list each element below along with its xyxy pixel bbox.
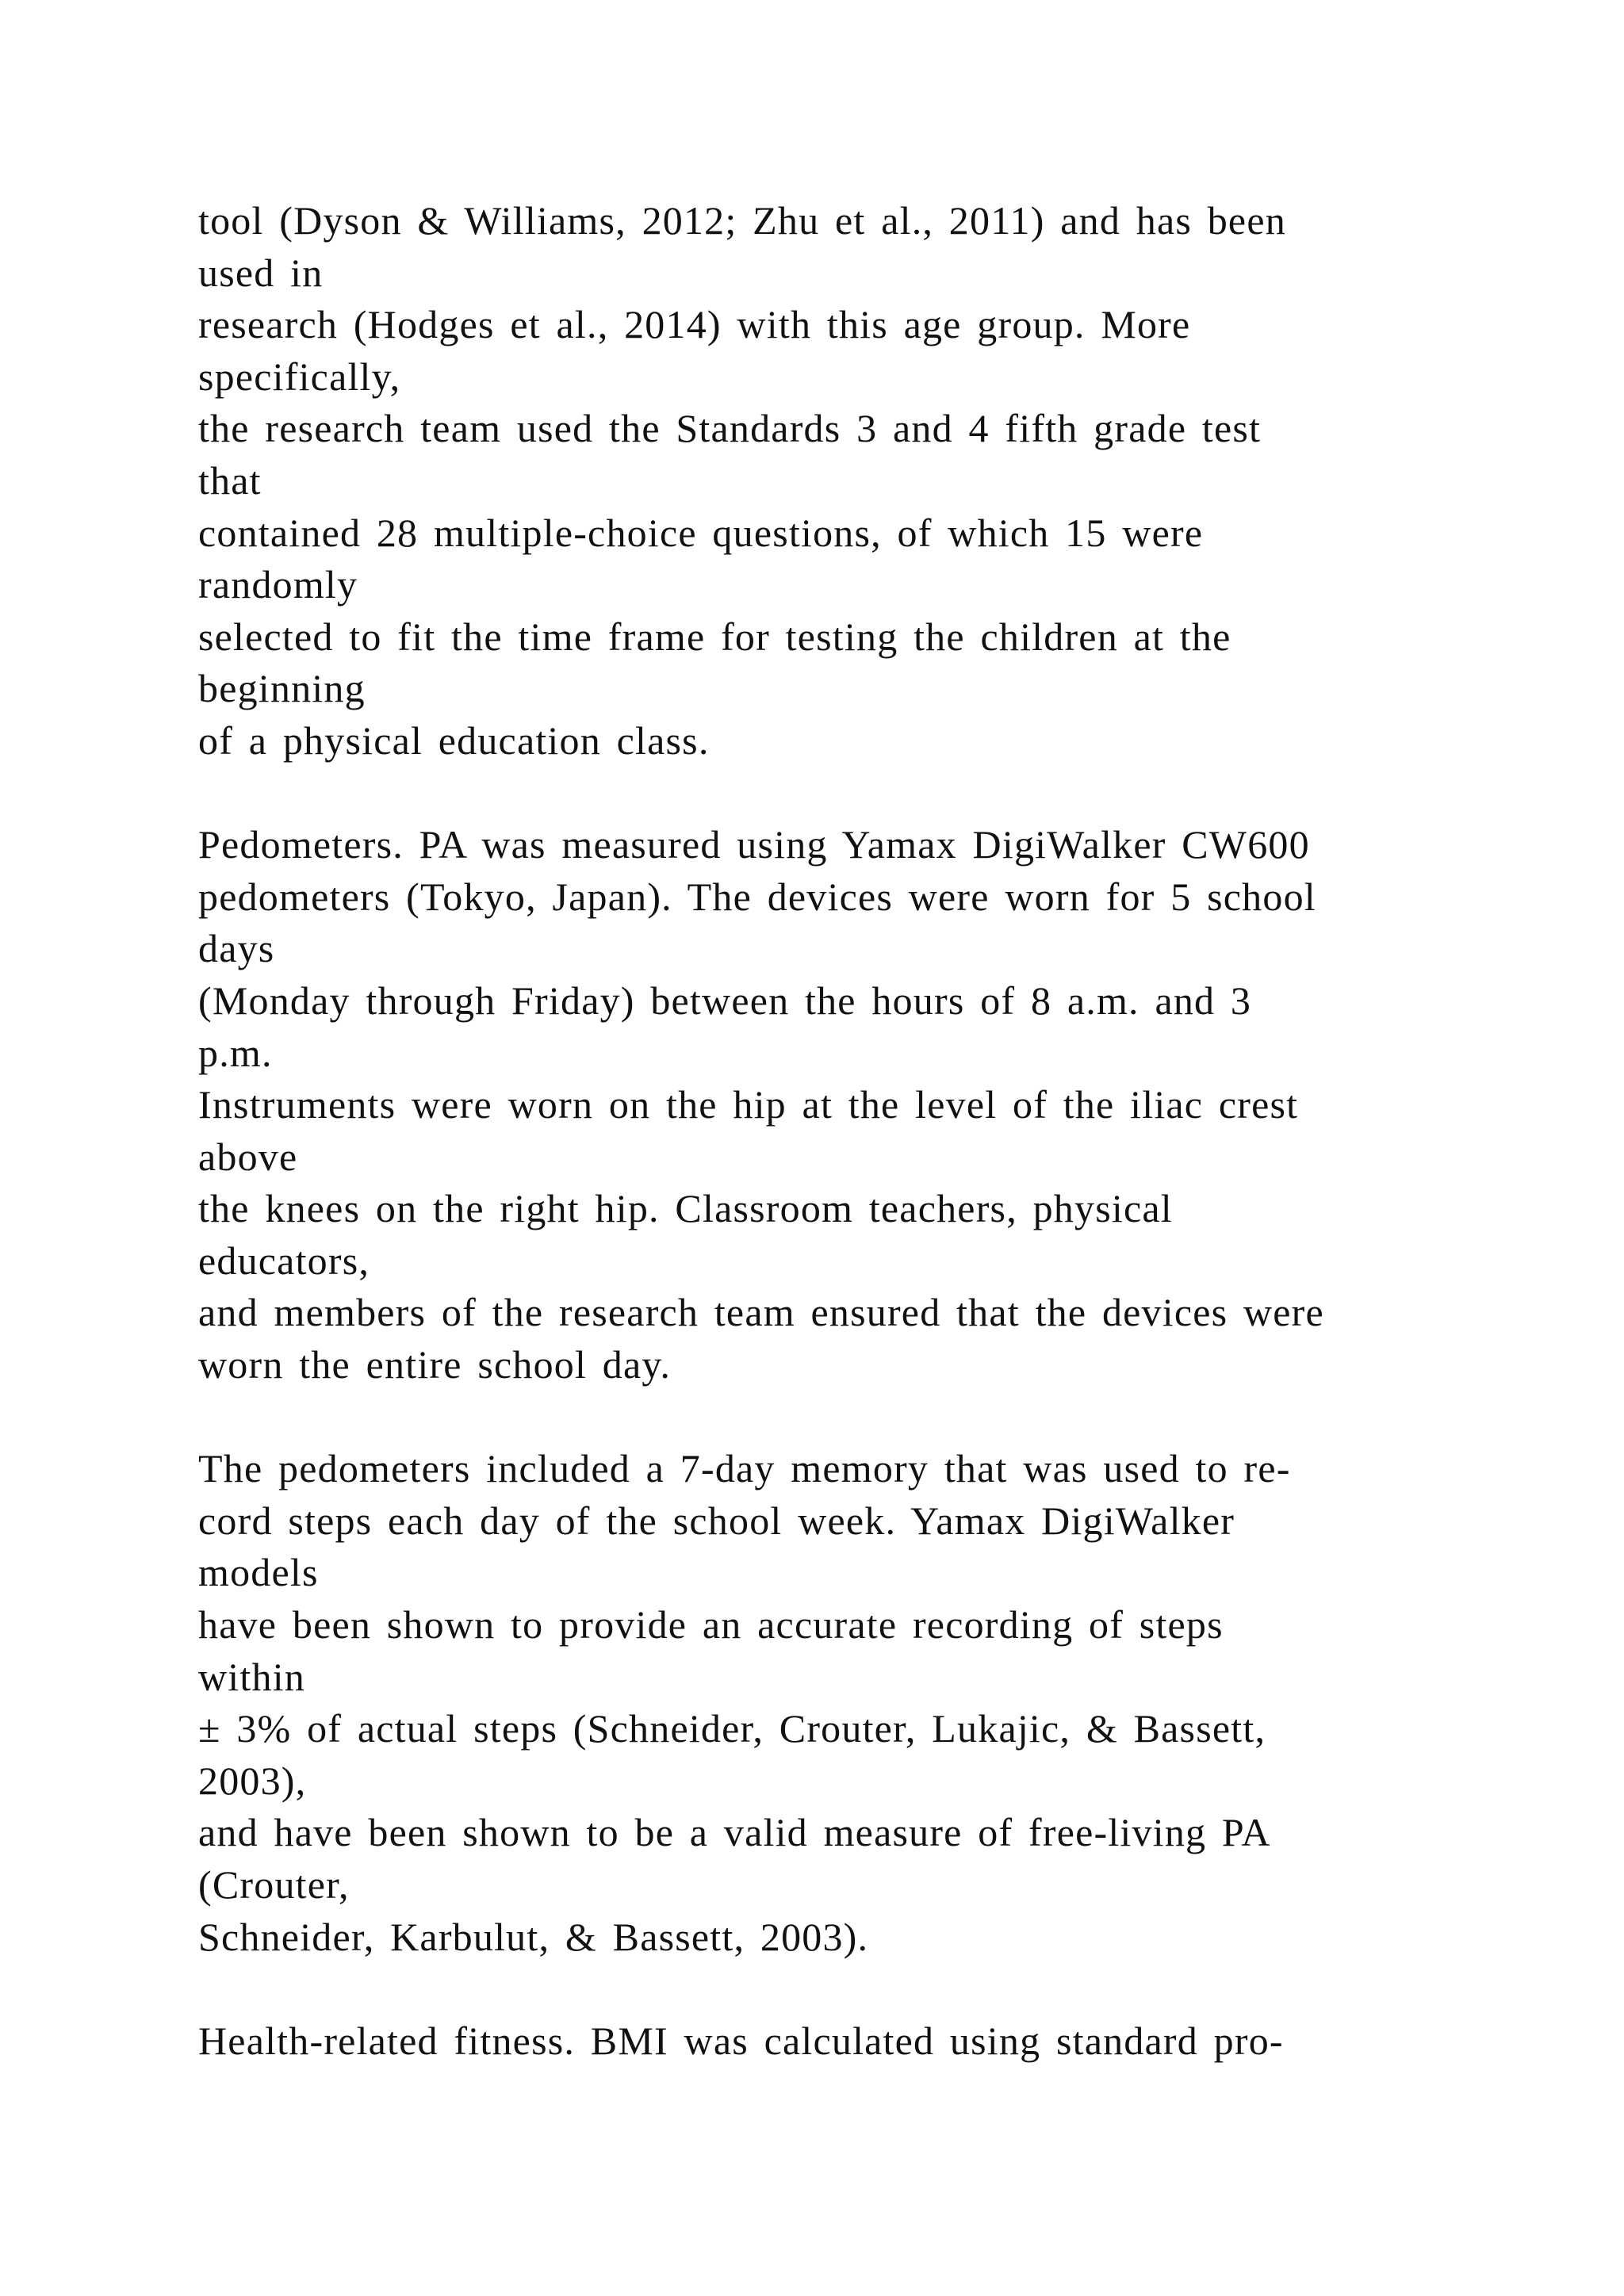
text-line: p.m. [198,1030,273,1075]
text-line: used in [198,250,324,295]
text-line: Schneider, Karbulut, & Bassett, 2003). [198,1914,869,1959]
text-line: cord steps each day of the school week. Yamax DigiWalker [198,1498,1235,1543]
text-line: within [198,1654,305,1699]
paragraph-gap [198,1391,1546,1444]
text-line: and have been shown to be a valid measure of free-living PA [198,1810,1271,1855]
text-line: ± 3% of actual steps (Schneider, Crouter, Lukajic, & Bassett, [198,1706,1266,1751]
text-line: the research team used the Standards 3 and 4 fifth grade test [198,406,1262,451]
text-line: have been shown to provide an accurate recording of steps [198,1602,1224,1647]
text-line: above [198,1134,298,1179]
text-line: specifically, [198,354,401,399]
paragraph-pedometer-memory [198,1443,1546,1963]
text-line: randomly [198,562,358,607]
body-text [198,195,1546,2067]
text-line: that [198,457,262,503]
text-line: educators, [198,1238,370,1283]
text-line: of a physical education class. [198,718,710,763]
paragraph-health-fitness [198,2015,1546,2068]
text-line: tool (Dyson & Williams, 2012; Zhu et al., 2011) and has been [198,198,1286,243]
text-line: days [198,926,275,971]
text-line: Instruments were worn on the hip at the level of the iliac crest [198,1082,1299,1127]
paragraph-pedometers [198,819,1546,1391]
text-line: Pedometers. PA was measured using Yamax DigiWalker CW600 [198,822,1310,867]
text-line: Health-related fitness. BMI was calculated using standard pro- [198,2018,1284,2063]
text-line: worn the entire school day. [198,1342,672,1387]
text-line: beginning [198,666,366,711]
paragraph-gap [198,1963,1546,2015]
text-line: and members of the research team ensured that the devices were [198,1290,1324,1335]
text-line: 2003), [198,1758,307,1803]
text-line: the knees on the right hip. Classroom teachers, physical [198,1186,1173,1231]
text-line: (Monday through Friday) between the hours of 8 a.m. and 3 [198,978,1252,1023]
text-line: pedometers (Tokyo, Japan). The devices were worn for 5 school [198,874,1316,919]
text-line: research (Hodges et al., 2014) with this age group. More [198,302,1191,347]
text-line: The pedometers included a 7-day memory that was used to re- [198,1446,1291,1491]
text-line: selected to fit the time frame for testing the children at the [198,614,1231,659]
text-line: models [198,1550,319,1595]
text-line: contained 28 multiple-choice questions, of which 15 were [198,510,1204,555]
paragraph-gap [198,767,1546,820]
text-line: (Crouter, [198,1862,350,1907]
paragraph-instrument [198,195,1546,767]
